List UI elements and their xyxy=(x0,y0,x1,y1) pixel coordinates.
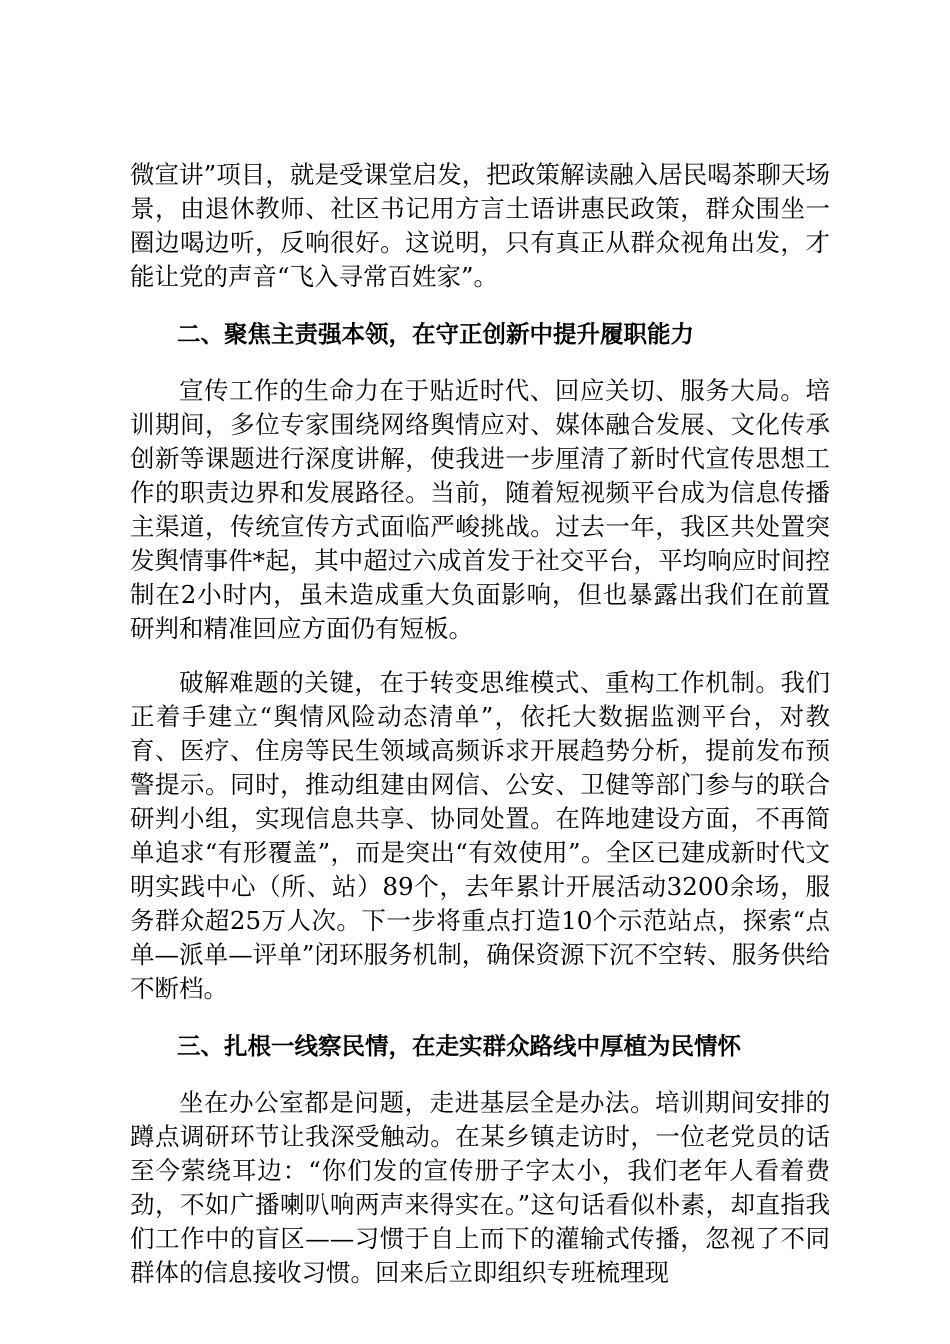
paragraph-solving-problems: 破解难题的关键，在于转变思维模式、重构工作机制。我们正着手建立“舆情风险动态清单”，依托大数据监测平台，对教育、医疗、住房等民生领域高频诉求开展趋势分析，提前发布预警提示。同时，推动组建由网信、公安、卫健等部门参与的联合研判小组，实现信息共享、协同处置。在阵地建设方面，不再简单追求“有形覆盖”，而是突出“有效使用”。全区已建成新时代文明实践中心（所、站）89个，去年累计开展活动3200余场，服务群众超25万人次。下一步将重点打造10个示范站点，探索“点单—派单—评单”闭环服务机制，确保资源下沉不空转、服务供给不断档。 xyxy=(130,668,830,1003)
paragraph-propaganda-vitality: 宣传工作的生命力在于贴近时代、回应关切、服务大局。培训期间，多位专家围绕网络舆情应对、媒体融合发展、文化传承创新等课题进行深度讲解，使我进一步厘清了新时代宣传思想工作的职责边界和发展路径。当前，随着短视频平台成为信息传播主渠道，传统宣传方式面临严峻挑战。过去一年，我区共处置突发舆情事件*起，其中超过六成首发于社交平台，平均响应时间控制在2小时内，虽未造成重大负面影响，但也暴露出我们在前置研判和精准回应方面仍有短板。 xyxy=(130,376,830,643)
paragraph-grassroots-research: 坐在办公室都是问题，走进基层全是办法。培训期间安排的蹲点调研环节让我深受触动。在某乡镇走访时，一位老党员的话至今萦绕耳边：“你们发的宣传册子字太小，我们老年人看着费劲，不如广播喇叭响两声来得实在。”这句话看似朴素，却直指我们工作中的盲区——习惯于自上而下的灌输式传播，忽视了不同群体的信息接收习惯。回来后立即组织专班梳理现 xyxy=(130,1088,830,1287)
document-body xyxy=(130,158,830,1310)
section-heading-two: 二、聚焦主责强本领，在守正创新中提升履职能力 xyxy=(177,320,694,348)
section-heading-three: 三、扎根一线察民情，在走实群众路线中厚植为民情怀 xyxy=(177,1032,741,1060)
paragraph-continued: 微宣讲”项目，就是受课堂启发，把政策解读融入居民喝茶聊天场景，由退休教师、社区书记用方言土语讲惠民政策，群众围坐一圈边喝边听，反响很好。这说明，只有真正从群众视角出发，才能让党的声音“飞入寻常百姓家”。 xyxy=(130,160,830,291)
